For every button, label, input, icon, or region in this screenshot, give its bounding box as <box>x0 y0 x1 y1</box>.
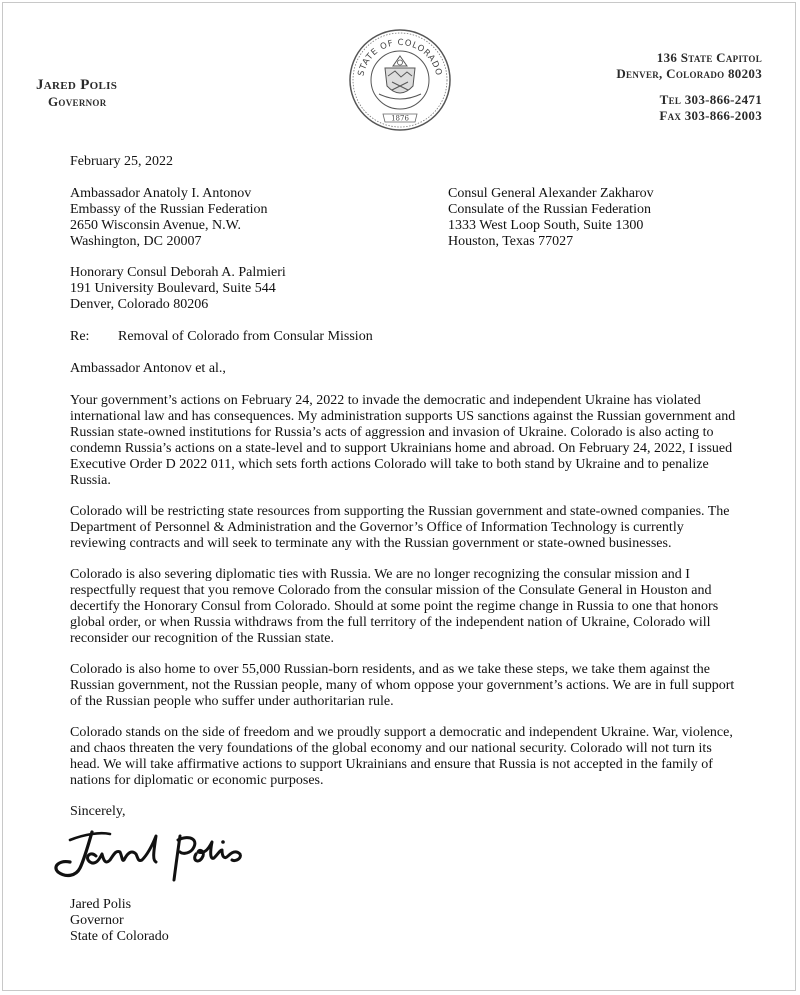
recipient-line: Embassy of the Russian Federation <box>70 202 268 217</box>
colorado-seal-icon <box>345 28 455 132</box>
sender-title: Governor <box>48 94 107 109</box>
recipient-line: Consul General Alexander Zakharov <box>448 186 654 201</box>
sender-block <box>36 76 117 110</box>
recipient-honorary-consul <box>70 265 286 313</box>
recipient-consul-general <box>448 186 654 250</box>
recipient-line: 2650 Wisconsin Avenue, N.W. <box>70 218 242 233</box>
signer-name: Jared Polis <box>70 897 132 912</box>
closing: Sincerely, <box>70 804 126 819</box>
body-paragraph-1: Your government’s actions on February 24, 2022 to invade the democratic and independent Ukraine has violated international law and has consequences. My administration supports US sanctions against the Russian government and Russian state-owned institutions for Russia’s acts of aggression and invasion of Ukraine. Colorado is also acting to condemn Russia’s actions on a state-level and to support Ukrainians home and abroad. On February 24, 2022, I issued Executive Order D 2022 011, which sets forth actions Colorado will take to both stand by Ukraine and to penalize Russia. <box>70 393 736 488</box>
body-paragraph-5: Colorado stands on the side of freedom and we proudly support a democratic and independent Ukraine. War, violence, and chaos threaten the very foundations of the global economy and our national security. Colorado will not turn its head. We will take affirmative actions to support Ukrainians and ensure that Russia is not accepted in the family of nations for diplomatic or economic purposes. <box>70 725 733 788</box>
re-subject: Removal of Colorado from Consular Mission <box>118 329 373 344</box>
recipient-line: Washington, DC 20007 <box>70 234 202 249</box>
signature-icon <box>40 820 260 895</box>
recipient-line: Honorary Consul Deborah A. Palmieri <box>70 265 286 280</box>
letterhead-address <box>616 50 762 124</box>
recipient-line: 191 University Boulevard, Suite 544 <box>70 281 276 296</box>
svg-text:STATE OF COLORADO: STATE OF COLORADO <box>356 37 444 78</box>
telephone: Tel 303-866-2471 <box>659 92 762 107</box>
address-line-2: Denver, Colorado 80203 <box>616 66 762 81</box>
signer-state: State of Colorado <box>70 929 169 944</box>
recipient-line: Houston, Texas 77027 <box>448 234 574 249</box>
recipient-line: 1333 West Loop South, Suite 1300 <box>448 218 644 233</box>
re-label: Re: <box>70 329 90 344</box>
seal-year: 1876 <box>391 114 409 123</box>
body-paragraph-2: Colorado will be restricting state resources from supporting the Russian government and state-owned companies. The Department of Personnel & Administration and the Governor’s Office of Information Technology is currently reviewing contracts and will seek to terminate any with the Russian government or state-owned businesses. <box>70 504 730 551</box>
fax: Fax 303-866-2003 <box>659 108 762 123</box>
body-paragraph-4: Colorado is also home to over 55,000 Russian-born residents, and as we take these steps, we take them against the Russian government, not the Russian people, many of whom oppose your government’s actions. We are in full support of the Russian people who suffer under authoritarian rule. <box>70 662 735 709</box>
address-line-1: 136 State Capitol <box>656 50 762 65</box>
salutation: Ambassador Antonov et al., <box>70 361 226 376</box>
letter-date: February 25, 2022 <box>70 154 174 169</box>
recipient-line: Consulate of the Russian Federation <box>448 202 651 217</box>
recipient-line: Denver, Colorado 80206 <box>70 297 209 312</box>
signature-block <box>70 897 169 945</box>
subject-line <box>70 329 373 345</box>
recipient-ambassador <box>70 186 268 250</box>
body-paragraph-3: Colorado is also severing diplomatic ties with Russia. We are no longer recognizing the consular mission and I respectfully request that you remove Colorado from the consular mission of the Consulate General in Houston and decertify the Honorary Consul from Colorado. Should at some point the regime change in Russia to one that honors global order, or when Russia withdraws from the full territory of the independent nation of Ukraine, Colorado will reconsider our recognition of the Russian state. <box>70 567 719 646</box>
recipient-line: Ambassador Anatoly I. Antonov <box>70 186 252 201</box>
sender-name: Jared Polis <box>36 77 118 93</box>
signer-title: Governor <box>70 913 124 928</box>
